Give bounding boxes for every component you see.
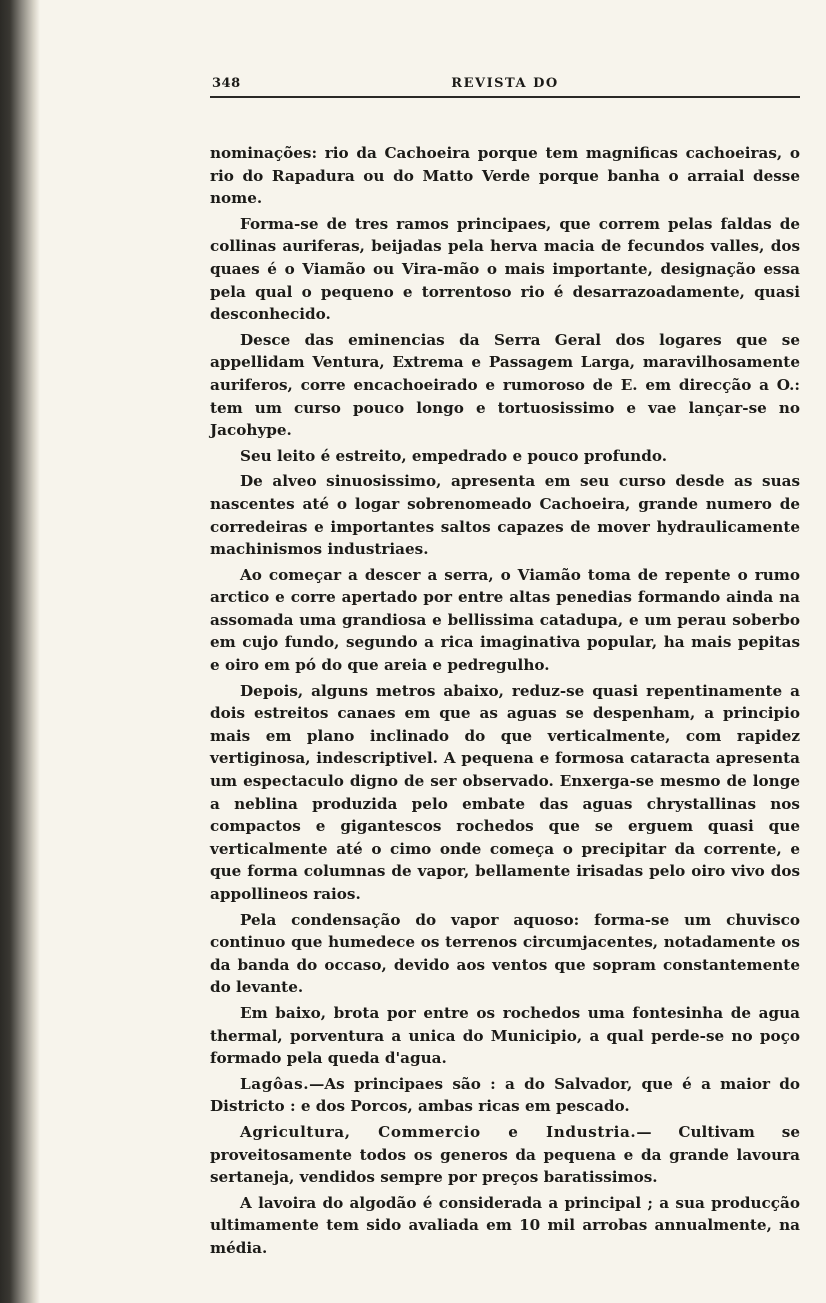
section-rubric: Agricultura, Commercio e Industria. — [240, 1122, 637, 1141]
paragraph-lagoas: Lagôas.—As principaes são : a do Salvador, que é a maior do Districto : e dos Porcos, ambas ricas em pescado. — [210, 1074, 800, 1116]
book-page — [210, 72, 800, 1263]
body-text — [210, 142, 800, 1260]
section-rubric: Lagôas. — [240, 1074, 310, 1093]
page-header — [210, 72, 800, 98]
paragraph: Ao começar a descer a serra, o Viamão toma de repente o rumo arctico e corre apertado por entre altas penedias formando ainda na assomada uma grandiosa e bellissima catadupa, e um perau soberbo em cujo fundo, segundo a rica imaginativa popular, ha mais pepitas e oiro em pó do que areia e pedregulho. — [210, 565, 800, 675]
running-title: REVISTA DO — [451, 76, 559, 91]
paragraph: Depois, alguns metros abaixo, reduz-se quasi repentinamente a dois estreitos canaes em que as aguas se despenham, a principio mais em plano inclinado do que verticalmente, com rapidez vertiginosa, indescriptivel. A pequena e formosa cataracta apresenta um espectaculo digno de ser observado. Enxerga-se mesmo de longe a neblina produzida pelo embate das aguas chrystallinas nos compactos e gigantescos rochedos que se erguem quasi que verticalmente até o cimo onde começa o precipitar da corrente, e que forma columnas de vapor, bellamente irisadas pelo oiro vivo dos appollineos raios. — [210, 681, 800, 903]
paragraph: Seu leito é estreito, empedrado e pouco profundo. — [240, 446, 667, 465]
paragraph: Desce das eminencias da Serra Geral dos logares que se appellidam Ventura, Extrema e Passagem Larga, maravilhosamente auriferos, corre encachoeirado e rumoroso de E. em direcção a O.: tem um curso pouco longo e tortuosissimo e vae lançar-se no Jacohype. — [210, 330, 800, 440]
paragraph: nominações: rio da Cachoeira porque tem magnificas cachoeiras, o rio do Rapadura ou do Matto Verde porque banha o arraial desse nome. — [210, 144, 800, 208]
paragraph-agricultura: Agricultura, Commercio e Industria.— Cultivam se proveitosamente todos os generos da pequena e da grande lavoura sertaneja, vendidos sempre por preços baratissimos. — [210, 1122, 800, 1187]
book-binding-shadow — [0, 0, 40, 1303]
paragraph: Forma-se de tres ramos principaes, que correm pelas faldas de collinas auriferas, beijadas pela herva macia de fecundos valles, dos quaes é o Viamão ou Vira-mão o mais importante, designação essa pela qual o pequeno e torrentoso rio é desarrazoadamente, quasi desconhecido. — [210, 214, 800, 324]
page-number: 348 — [212, 76, 241, 91]
paragraph: Em baixo, brota por entre os rochedos uma fontesinha de agua thermal, porventura a unica do Municipio, a qual perde-se no poço formado pela queda d'agua. — [210, 1003, 800, 1068]
paragraph: Pela condensação do vapor aquoso: forma-se um chuvisco continuo que humedece os terrenos circumjacentes, notadamente os da banda do occaso, devido aos ventos que sopram constantemente do levante. — [210, 910, 800, 997]
paragraph: De alveo sinuosissimo, apresenta em seu curso desde as suas nascentes até o logar sobrenomeado Cachoeira, grande numero de corredeiras e importantes saltos capazes de mover hydraulicamente machinismos industriaes. — [210, 472, 800, 559]
paragraph: A lavoira do algodão é considerada a principal ; a sua producção ultimamente tem sido avaliada em 10 mil arrobas annualmente, na média. — [210, 1193, 800, 1257]
